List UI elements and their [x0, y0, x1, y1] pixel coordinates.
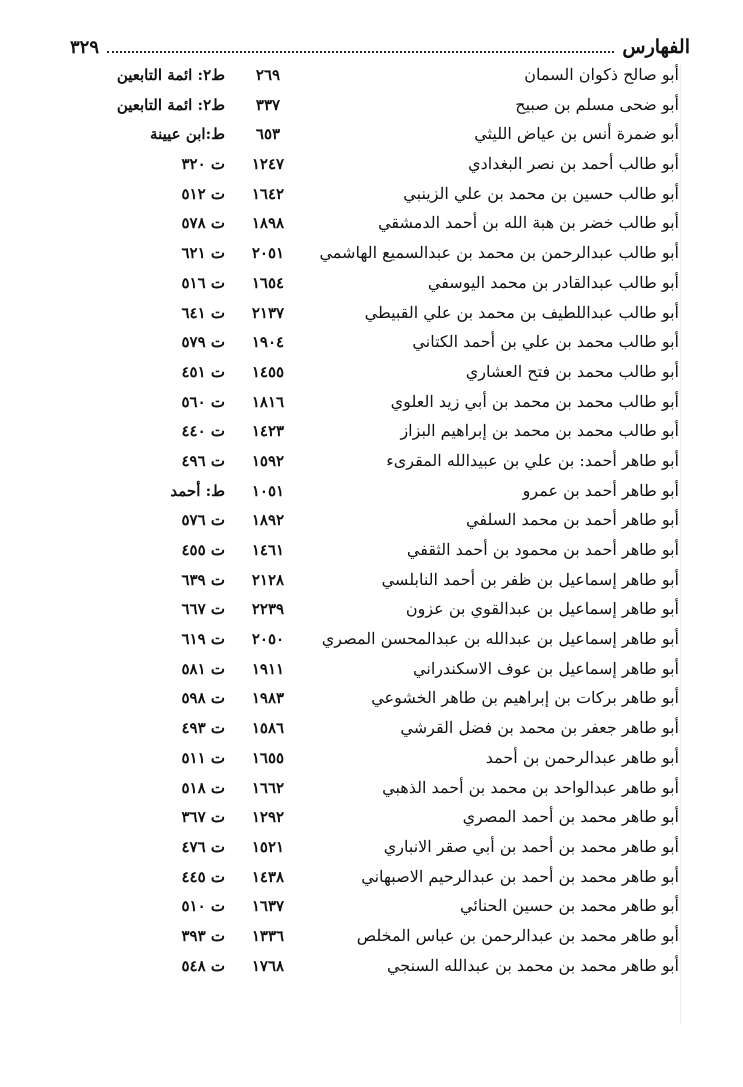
index-entry-row	[0, 150, 743, 180]
entry-reference: ت ٥١١	[181, 748, 225, 767]
entry-number: ١٠٥١	[251, 481, 285, 500]
index-entry-row	[0, 655, 743, 685]
index-entries	[0, 61, 743, 981]
index-entry-row	[0, 299, 743, 329]
entry-reference: ط: أحمد	[170, 481, 225, 500]
entry-number: ١٧٦٨	[251, 956, 285, 975]
entry-name: أبو طالب محمد بن علي بن أحمد الكتاني	[412, 332, 679, 352]
index-entry-row	[0, 922, 743, 952]
entry-name: أبو ضمرة أنس بن عياض الليثي	[474, 124, 679, 144]
entry-number: ١٨٩٢	[251, 511, 285, 530]
entry-number: ١٦٤٢	[251, 184, 285, 203]
entry-name: أبو طالب محمد بن فتح العشاري	[465, 361, 679, 381]
entry-reference: ت ٤٩٣	[181, 719, 225, 738]
entry-reference: ت ٥٦٠	[181, 392, 225, 411]
entry-name: أبو طاهر إسماعيل بن عوف الاسكندراني	[413, 658, 679, 678]
entry-reference: ت ٥٤٨	[181, 956, 225, 975]
entry-reference: ت ٥١٢	[181, 184, 225, 203]
index-entry-row	[0, 774, 743, 804]
entry-reference: ت ٣٦٧	[181, 808, 225, 827]
entry-number: ١٩٠٤	[251, 333, 285, 352]
entry-number: ٢٦٩	[255, 66, 281, 84]
entry-name: أبو طالب خضر بن هبة الله بن أحمد الدمشقي	[378, 213, 679, 233]
index-entry-row	[0, 833, 743, 863]
entry-reference: ت ٣٢٠	[181, 155, 225, 174]
entry-name: أبو طاهر إسماعيل بن عبدالقوي بن عزون	[405, 599, 679, 619]
entry-name: أبو طاهر محمد بن أحمد المصري	[462, 807, 679, 827]
entry-number: ١٦٣٧	[251, 897, 285, 916]
entry-name: أبو طاهر بركات بن إبراهيم بن طاهر الخشوعي	[371, 688, 679, 708]
entry-reference: ت ٤٩٦	[181, 451, 225, 470]
entry-reference: ت ٦٢١	[181, 244, 225, 263]
entry-reference: ت ٥١٦	[181, 273, 225, 292]
entry-reference: ت ٤٤٥	[181, 867, 225, 886]
page-header	[70, 30, 690, 64]
entry-name: أبو طاهر محمد بن أحمد بن أبي صقر الانباري	[383, 836, 679, 856]
entry-name: أبو طاهر عبدالواحد بن محمد بن أحمد الذهبي	[382, 777, 679, 797]
entry-number: ١٦٦٢	[251, 778, 285, 797]
entry-name: أبو طاهر محمد بن عبدالرحمن بن عباس المخلص	[356, 925, 679, 945]
index-entry-row	[0, 209, 743, 239]
entry-reference: ت ٥١٠	[181, 897, 225, 916]
index-entry-row	[0, 803, 743, 833]
index-entry-row	[0, 388, 743, 418]
entry-name: أبو طاهر أحمد بن محمد السلفي	[466, 510, 679, 530]
entry-name: أبو طالب حسين بن محمد بن علي الزينبي	[403, 183, 679, 203]
entry-number: ٢٢٣٩	[251, 600, 285, 619]
entry-reference: ت ٥٩٨	[181, 689, 225, 708]
entry-reference: ت ٥١٨	[181, 778, 225, 797]
entry-name: أبو طالب محمد بن محمد بن إبراهيم البزاز	[400, 421, 679, 441]
index-entry-row	[0, 892, 743, 922]
entry-name: أبو طاهر محمد بن حسين الحنائي	[460, 896, 679, 916]
entry-name: أبو طالب عبدالرحمن بن محمد بن عبدالسميع الهاشمي	[319, 243, 679, 263]
entry-reference: ت ٥٧٩	[181, 333, 225, 352]
entry-name: أبو طالب عبدالقادر بن محمد اليوسفي	[427, 272, 679, 292]
index-entry-row	[0, 952, 743, 982]
entry-name: أبو طالب عبداللطيف بن محمد بن علي القبيطي	[364, 302, 679, 322]
index-entry-row	[0, 506, 743, 536]
entry-name: أبو طالب محمد بن محمد بن أبي زيد العلوي	[390, 391, 679, 411]
entry-number: ٢٠٥١	[251, 244, 285, 263]
entry-reference: ت ٤٥١	[181, 362, 225, 381]
entry-number: ١٥٨٦	[251, 719, 285, 738]
entry-name: أبو ضحى مسلم بن صبيح	[515, 94, 679, 114]
entry-number: ١٤٣٨	[251, 867, 285, 886]
index-entry-row	[0, 477, 743, 507]
index-entry-row	[0, 180, 743, 210]
entry-number: ١٢٩٢	[251, 808, 285, 827]
index-entry-row	[0, 684, 743, 714]
index-entry-row	[0, 744, 743, 774]
entry-number: ٢١٣٧	[251, 303, 285, 322]
entry-number: ١٦٥٥	[251, 748, 285, 767]
index-entry-row	[0, 61, 743, 91]
entry-number: ١٣٣٦	[251, 926, 285, 945]
entry-reference: ت ٤٧٦	[181, 837, 225, 856]
entry-number: ١٥٢١	[251, 837, 285, 856]
entry-name: أبو طاهر أحمد: بن علي بن عبيدالله المقرىء	[386, 450, 679, 470]
index-entry-row	[0, 417, 743, 447]
entry-number: ١٥٩٢	[251, 451, 285, 470]
page-title: الفهارس	[622, 36, 690, 58]
leader-dots	[107, 41, 614, 53]
entry-name: أبو طاهر أحمد بن عمرو	[522, 480, 679, 500]
index-entry-row	[0, 714, 743, 744]
entry-reference: ت ٣٩٣	[181, 926, 225, 945]
entry-number: ١٤٥٥	[251, 362, 285, 381]
index-entry-row	[0, 358, 743, 388]
entry-name: أبو طاهر محمد بن أحمد بن عبدالرحيم الاصبهاني	[361, 866, 679, 886]
index-entry-row	[0, 536, 743, 566]
entry-number: ٢١٢٨	[251, 570, 285, 589]
entry-number: ١٨١٦	[251, 392, 285, 411]
entry-reference: ت ٦٤١	[181, 303, 225, 322]
entry-name: أبو طاهر أحمد بن محمود بن أحمد الثقفي	[406, 540, 679, 559]
entry-number: ١٩٨٣	[251, 689, 285, 708]
entry-name: أبو طاهر عبدالرحمن بن أحمد	[485, 747, 679, 767]
page-number: ٣٢٩	[70, 36, 100, 58]
entry-reference: ت ٥٧٦	[181, 511, 225, 530]
index-entry-row	[0, 120, 743, 150]
entry-name: أبو طالب أحمد بن نصر البغدادي	[468, 154, 679, 174]
entry-reference: ط٢: ائمة التابعين	[116, 95, 225, 114]
entry-name: أبو طاهر إسماعيل بن ظفر بن أحمد النابلسي	[381, 569, 679, 589]
index-entry-row	[0, 863, 743, 893]
entry-name: أبو صالح ذكوان السمان	[524, 65, 679, 84]
index-entry-row	[0, 625, 743, 655]
index-entry-row	[0, 328, 743, 358]
entry-name: أبو طاهر جعفر بن محمد بن فضل القرشي	[400, 718, 679, 738]
entry-number: ٦٥٣	[255, 125, 281, 144]
entry-number: ١٨٩٨	[251, 214, 285, 233]
entry-reference: ت ٤٤٠	[181, 422, 225, 441]
entry-reference: ت ٦٦٧	[181, 600, 225, 619]
entry-reference: ت ٥٧٨	[181, 214, 225, 233]
entry-reference: ت ٥٨١	[181, 659, 225, 678]
entry-number: ٢٠٥٠	[251, 630, 285, 649]
entry-reference: ت ٦١٩	[181, 630, 225, 649]
entry-number: ١٢٤٧	[251, 155, 285, 174]
entry-number: ١٩١١	[251, 659, 285, 678]
entry-number: ١٦٥٤	[251, 273, 285, 292]
entry-number: ١٤٢٣	[251, 422, 285, 441]
entry-number: ٣٣٧	[255, 95, 281, 114]
entry-name: أبو طاهر محمد بن محمد بن عبدالله السنجي	[386, 955, 679, 975]
entry-reference: ت ٦٣٩	[181, 570, 225, 589]
index-entry-row	[0, 566, 743, 596]
entry-reference: ت ٤٥٥	[181, 541, 225, 559]
entry-name: أبو طاهر إسماعيل بن عبدالله بن عبدالمحسن المصري	[321, 629, 679, 649]
index-entry-row	[0, 447, 743, 477]
index-entry-row	[0, 269, 743, 299]
index-entry-row	[0, 91, 743, 121]
entry-reference: ط:ابن عيينة	[150, 125, 225, 144]
entry-number: ١٤٦١	[251, 541, 285, 559]
index-entry-row	[0, 595, 743, 625]
entry-reference: ط٢: ائمة التابعين	[116, 66, 225, 84]
index-entry-row	[0, 239, 743, 269]
